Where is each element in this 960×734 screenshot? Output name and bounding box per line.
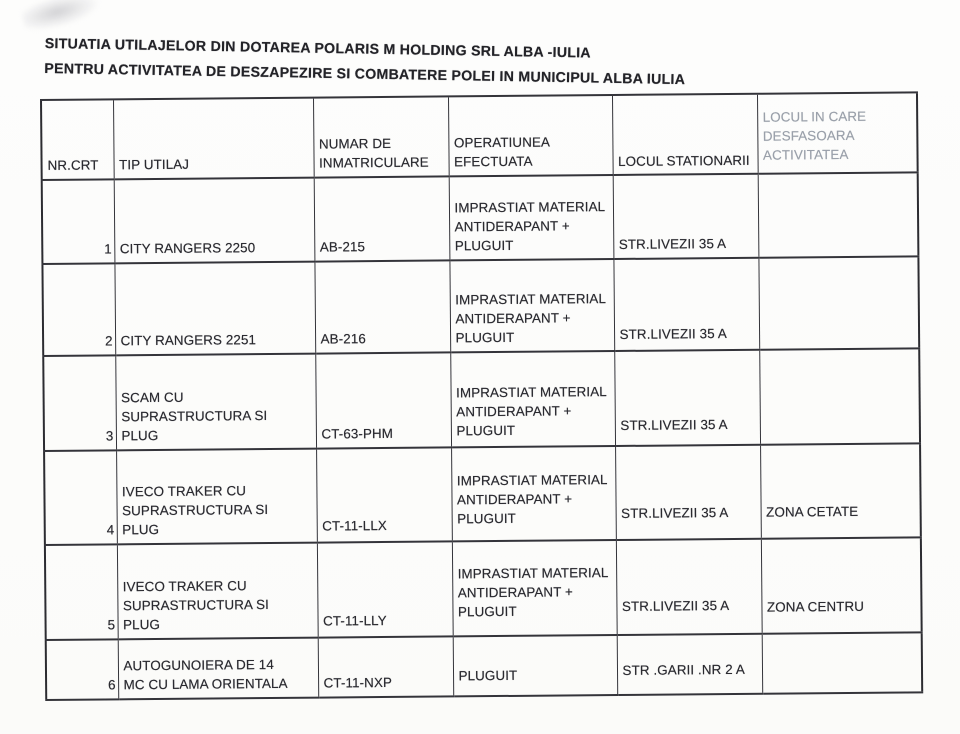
cell-numar-inmatriculare: CT-11-LLY <box>317 541 453 637</box>
cell-loc-stationare: STR.LIVEZII 35 A <box>616 539 762 635</box>
header-operatiunea-efectuata: OPERATIUNEA EFECTUATA <box>448 95 613 176</box>
cell-zona-activitate: ZONA CENTRU <box>761 537 922 633</box>
cell-loc-stationare: STR.LIVEZII 35 A <box>614 350 760 446</box>
cell-tip-utilaj: IVECO TRAKER CU SUPRASTRUCTURA SI PLUG <box>116 449 317 545</box>
cell-operatiune: IMPRASTIAT MATERIAL ANTIDERAPANT + PLUGUIT <box>450 351 615 447</box>
cell-tip-utilaj: AUTOGUNOIERA DE 14 MC CU LAMA ORIENTALA <box>118 638 319 700</box>
document-title-line1: SITUATIA UTILAJELOR DIN DOTAREA POLARIS M HOLDING SRL ALBA -IULIA <box>44 35 592 62</box>
cell-tip-utilaj: CITY RANGERS 2250 <box>114 178 315 264</box>
cell-numar-inmatriculare: CT-63-PHM <box>315 352 451 448</box>
cell-tip-utilaj: SCAM CU SUPRASTRUCTURA SI PLUG <box>115 354 316 451</box>
cell-nr: 5 <box>45 544 118 640</box>
cell-numar-inmatriculare: CT-11-LLX <box>316 447 452 542</box>
table-row <box>43 348 920 451</box>
cell-nr: 4 <box>44 450 117 545</box>
cell-nr: 6 <box>46 639 119 700</box>
cell-numar-inmatriculare: AB-216 <box>314 260 450 353</box>
header-nr-crt: NR.CRT <box>41 99 114 180</box>
cell-loc-stationare: STR.LIVEZII 35 A <box>615 445 761 540</box>
cell-nr: 1 <box>42 179 115 264</box>
cell-numar-inmatriculare: CT-11-NXP <box>318 636 454 697</box>
table-row <box>44 443 921 545</box>
cell-zona-activitate <box>758 256 919 349</box>
cell-operatiune: PLUGUIT <box>453 635 618 696</box>
cell-operatiune: IMPRASTIAT MATERIAL ANTIDERAPANT + PLUGUIT <box>452 540 617 636</box>
table-row <box>45 537 922 640</box>
table-row <box>42 172 919 264</box>
cell-nr: 3 <box>43 355 116 451</box>
cell-zona-activitate <box>762 632 923 693</box>
cell-tip-utilaj: IVECO TRAKER CU SUPRASTRUCTURA SI PLUG <box>117 543 318 640</box>
cell-zona-activitate: ZONA CETATE <box>760 443 921 538</box>
document-title-line2: PENTRU ACTIVITATEA DE DESZAPEZIRE SI COMBATERE POLEI IN MUNICIPUL ALBA IULIA <box>44 60 686 89</box>
header-locul-activitatea: LOCUL IN CARE DESFASOARA ACTIVITATEA <box>757 92 918 173</box>
cell-loc-stationare: STR .GARII .NR 2 A <box>617 634 763 695</box>
table-row <box>46 632 922 700</box>
ink-smudge <box>20 0 103 35</box>
header-locul-stationarii: LOCUL STATIONARII <box>612 94 758 175</box>
equipment-table <box>40 91 923 701</box>
cell-nr: 2 <box>42 263 115 356</box>
cell-loc-stationare: STR.LIVEZII 35 A <box>613 258 759 351</box>
cell-zona-activitate <box>758 172 919 257</box>
cell-operatiune: IMPRASTIAT MATERIAL ANTIDERAPANT + PLUGUIT <box>449 259 614 352</box>
cell-operatiune: IMPRASTIAT MATERIAL ANTIDERAPANT + PLUGUIT <box>449 175 614 260</box>
header-numar-inmatriculare: NUMAR DE INMATRICULARE <box>313 96 449 177</box>
cell-tip-utilaj: CITY RANGERS 2251 <box>114 262 315 356</box>
cell-numar-inmatriculare: AB-215 <box>314 176 450 261</box>
equipment-table-wrapper <box>40 91 923 701</box>
table-header-row <box>41 92 918 180</box>
header-tip-utilaj: TIP UTILAJ <box>113 98 314 180</box>
document-title <box>44 32 745 94</box>
table-row <box>42 256 919 356</box>
cell-zona-activitate <box>759 348 920 444</box>
cell-operatiune: IMPRASTIAT MATERIAL ANTIDERAPANT + PLUGUIT <box>451 446 616 541</box>
cell-loc-stationare: STR.LIVEZII 35 A <box>613 174 759 259</box>
